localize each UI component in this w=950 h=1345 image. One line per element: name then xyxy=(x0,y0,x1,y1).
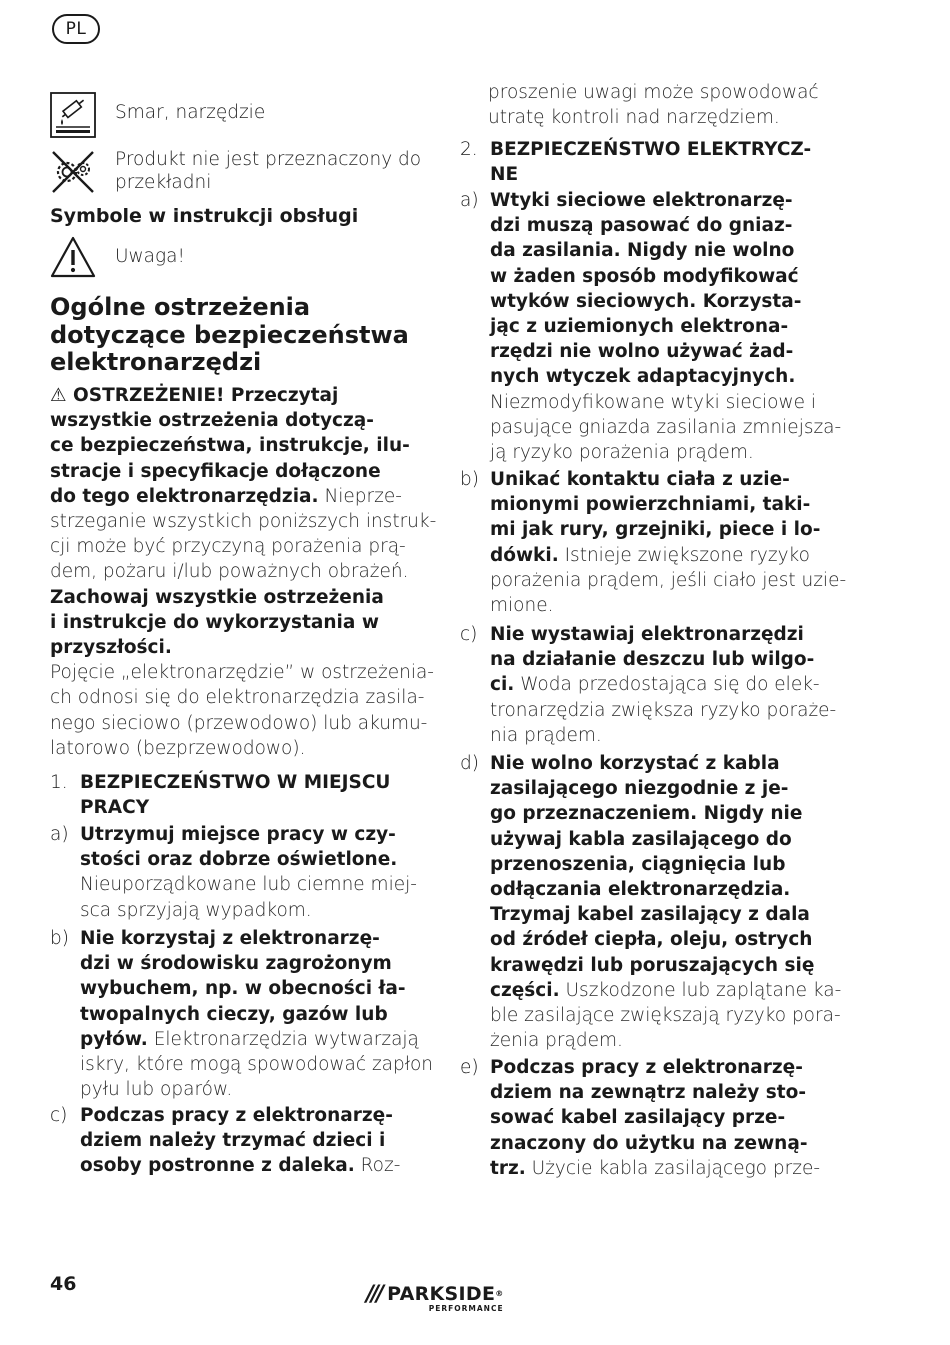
text-line xyxy=(50,509,437,534)
bold-text: ⚠ OSTRZEŻENIE! Przeczytaj xyxy=(50,385,339,406)
symbol-grease-row xyxy=(50,92,266,138)
text-line xyxy=(80,1027,422,1052)
bold-text: rzędzi nie wolno używać żad- xyxy=(490,341,794,363)
item-label: c) xyxy=(460,624,478,645)
text-line xyxy=(490,622,835,647)
bold-text: da zasilania. Nigdy nie wolno xyxy=(490,240,795,262)
text-line xyxy=(490,927,835,952)
bold-text: zasilającego niezgodnie z je- xyxy=(490,778,789,800)
bold-text: części. xyxy=(490,979,560,1001)
logo-slashes: /// xyxy=(366,1282,382,1307)
bold-text: do tego elektronarzędzia. xyxy=(50,485,319,507)
text-line xyxy=(50,685,425,710)
text-line xyxy=(80,1077,422,1102)
regular-text: nia prądem. xyxy=(490,724,602,746)
bold-text: wszystkie ostrzeżenia dotyczą- xyxy=(50,410,374,432)
text-line xyxy=(490,543,835,568)
bold-text: Wtyki sieciowe elektronarzę- xyxy=(490,190,793,211)
text-line xyxy=(50,383,422,408)
no-gear-label-line1: Produkt nie jest przeznaczony do xyxy=(115,149,422,170)
regular-text: tronarzędzia zwiększa ryzyko poraże- xyxy=(490,699,837,721)
bold-text: Nie korzystaj z elektronarzę- xyxy=(80,928,380,949)
text-line xyxy=(490,213,835,238)
text-line xyxy=(50,408,422,433)
text-line xyxy=(490,238,835,263)
regular-text: Użycie kabla zasilającego prze- xyxy=(525,1157,820,1179)
bold-text: dzi muszą pasować do gniaz- xyxy=(490,215,793,237)
item-label: a) xyxy=(50,824,69,845)
bold-text: w żaden sposób modyfikować xyxy=(490,265,799,287)
text-line xyxy=(490,953,835,978)
regular-text: pyłu lub oparów. xyxy=(80,1079,233,1101)
regular-text: ble zasilające zwiększają ryzyko pora- xyxy=(490,1005,841,1027)
text-line xyxy=(80,822,422,847)
text-line xyxy=(80,976,422,1001)
electric-title-line: NE xyxy=(490,164,519,186)
text-line xyxy=(80,1002,422,1027)
language-badge: PL xyxy=(52,14,100,44)
grease-tool-icon xyxy=(50,92,96,138)
text-line xyxy=(490,647,835,672)
work-area-title-line: PRACY xyxy=(80,797,150,819)
regular-text: pasujące gniazda zasilania zmniejsza- xyxy=(490,416,842,438)
electric-title-line: BEZPIECZEŃSTWO ELEKTRYCZ- xyxy=(490,139,812,160)
bold-text: Nie wolno korzystać z kabla xyxy=(490,753,780,774)
text-line xyxy=(490,723,835,748)
regular-text: Uszkodzone lub zaplątane ka- xyxy=(559,979,842,1001)
text-line xyxy=(490,188,835,213)
bold-text: od źródeł ciepła, oleju, ostrych xyxy=(490,929,813,951)
text-line xyxy=(50,433,422,458)
regular-text: Elektronarzędzia wytwarzają xyxy=(147,1028,419,1050)
text-line xyxy=(490,1028,835,1053)
bold-text: Podczas pracy z elektronarzę- xyxy=(80,1105,393,1126)
bold-text: go przeznaczeniem. Nigdy nie xyxy=(490,803,803,825)
text-line xyxy=(50,585,422,610)
item-label: b) xyxy=(460,469,479,490)
bold-text: odłączania elektronarzędzia. xyxy=(490,879,791,901)
text-line xyxy=(490,593,835,618)
text-line xyxy=(490,568,847,593)
regular-text: nego sieciowo (przewodowo) lub akumu- xyxy=(50,712,428,734)
text-line xyxy=(490,264,835,289)
text-line xyxy=(490,801,835,826)
bold-text: nych wtyczek adaptacyjnych. xyxy=(490,366,796,388)
text-line xyxy=(490,339,835,364)
bold-text: i instrukcje do wykorzystania w xyxy=(50,611,379,633)
text-line xyxy=(80,1103,422,1128)
regular-text: cji może być przyczyną porażenia prą- xyxy=(50,536,406,558)
bold-text: na działanie deszczu lub wilgo- xyxy=(490,649,815,671)
no-gear-icon xyxy=(50,148,96,194)
bold-text: Trzymaj kabel zasilający z dala xyxy=(490,904,810,926)
text-line xyxy=(80,847,422,872)
section-heading xyxy=(50,294,409,377)
regular-text: dem, pożaru i/lub poważnych obrażeń. xyxy=(50,561,409,583)
text-line xyxy=(50,711,428,736)
bold-text: mionymi powierzchniami, taki- xyxy=(490,494,811,516)
text-line xyxy=(490,672,835,697)
grease-label: Smar, narzędzie xyxy=(115,102,266,123)
text-line xyxy=(490,1080,835,1105)
bold-text: mi jak rury, grzejniki, piece i lo- xyxy=(490,519,821,541)
text-line xyxy=(50,559,422,584)
bold-text: znaczony do użytku na zewną- xyxy=(490,1132,808,1154)
bold-text: Zachowaj wszystkie ostrzeżenia xyxy=(50,586,384,608)
parkside-logo xyxy=(366,1284,504,1313)
text-line xyxy=(50,459,422,484)
text-line xyxy=(490,1003,841,1028)
text-line xyxy=(490,698,835,723)
text-line xyxy=(490,440,835,465)
continued-paragraph xyxy=(488,80,835,130)
regular-text: Pojęcie „elektronarzędzie” w ostrzeżenia- xyxy=(50,662,434,684)
text-line xyxy=(490,415,842,440)
bold-text: Nie wystawiaj elektronarzędzi xyxy=(490,624,804,645)
bold-text: sować kabel zasilający prze- xyxy=(490,1107,786,1129)
bold-text: Unikać kontaktu ciała z uzie- xyxy=(490,469,790,490)
regular-text: ch odnosi się do elektronarzędzia zasila- xyxy=(50,687,425,709)
text-line xyxy=(50,635,422,660)
text-line xyxy=(80,872,422,897)
no-gear-label-line2: przekładni xyxy=(115,172,212,193)
logo-registered: ® xyxy=(495,1289,504,1298)
text-line xyxy=(50,484,422,509)
item-label: c) xyxy=(50,1105,68,1126)
logo-sub: PERFORMANCE xyxy=(428,1304,504,1313)
caution-label: Uwaga! xyxy=(115,246,185,267)
symbol-caution-row xyxy=(50,234,185,280)
text-line xyxy=(490,902,835,927)
text-line xyxy=(50,610,422,635)
text-line xyxy=(490,776,835,801)
text-line xyxy=(490,1156,835,1181)
text-line xyxy=(490,467,835,492)
text-line xyxy=(490,852,835,877)
warning-triangle-icon xyxy=(50,234,96,280)
regular-text: mione. xyxy=(490,595,554,617)
item-label: a) xyxy=(460,190,479,211)
bold-text: jąc z uziemionych elektrona- xyxy=(490,316,789,338)
text-line xyxy=(490,1055,835,1080)
regular-text: Istnieje zwiększone ryzyko xyxy=(558,544,810,566)
text-line xyxy=(80,1052,434,1077)
work-area-title-line: BEZPIECZEŃSTWO W MIEJSCU xyxy=(80,772,391,793)
page-number: 46 xyxy=(50,1273,77,1295)
text-line xyxy=(80,926,422,951)
text-line xyxy=(490,1105,835,1130)
bold-text: krawędzi lub poruszających się xyxy=(490,954,815,976)
bold-text: stości oraz dobrze oświetlone. xyxy=(80,849,398,871)
bold-text: stracje i specyfikacje dołączone xyxy=(50,460,381,482)
logo-brand: PARKSIDE xyxy=(387,1283,496,1305)
text-line xyxy=(490,877,835,902)
heading-line: Ogólne ostrzeżenia xyxy=(50,293,311,321)
text-line xyxy=(490,390,835,415)
text-line xyxy=(490,978,842,1003)
regular-text: iskry, które mogą spowodować zapłon xyxy=(80,1054,434,1076)
bold-text: przyszłości. xyxy=(50,637,172,659)
regular-text: porażenia prądem, jeśli ciało jest uzie- xyxy=(490,569,847,591)
item-number: 2. xyxy=(460,139,478,160)
text-line xyxy=(50,736,422,761)
regular-text: Nieuporządkowane lub ciemne miej- xyxy=(80,874,417,896)
regular-text: sca sprzyjają wypadkom. xyxy=(80,899,312,921)
text-line xyxy=(490,364,835,389)
bold-text: przenoszenia, ciągnięcia lub xyxy=(490,853,786,875)
regular-text: żenia prądem. xyxy=(490,1030,623,1052)
manual-symbols-heading: Symbole w instrukcji obsługi xyxy=(50,205,359,227)
bold-text: twopalnych cieczy, gazów lub xyxy=(80,1003,388,1025)
item-label: d) xyxy=(460,753,479,774)
text-line xyxy=(50,534,422,559)
bold-text: ce bezpieczeństwa, instrukcje, ilu- xyxy=(50,435,410,457)
heading-line: elektronarzędzi xyxy=(50,348,262,376)
text-line xyxy=(80,951,422,976)
general-warning-block xyxy=(50,383,437,761)
text-line xyxy=(490,1131,835,1156)
bold-text: dziem na zewnątrz należy sto- xyxy=(490,1082,806,1104)
text-line: utratę kontroli nad narzędziem. xyxy=(488,107,780,129)
bold-text: Podczas pracy z elektronarzę- xyxy=(490,1057,803,1078)
bold-text: dziem należy trzymać dzieci i xyxy=(80,1130,386,1152)
regular-text: Roz- xyxy=(354,1155,401,1177)
text-line xyxy=(490,827,835,852)
item-number: 1. xyxy=(50,772,68,793)
regular-text: Woda przedostająca się do elek- xyxy=(514,674,820,696)
item-label: b) xyxy=(50,928,69,949)
text-line xyxy=(490,314,835,339)
bold-text: pyłów. xyxy=(80,1028,148,1050)
item-label: e) xyxy=(460,1057,479,1078)
regular-text: strzeganie wszystkich poniższych instruk- xyxy=(50,511,437,533)
bold-text: wtyków sieciowych. Korzysta- xyxy=(490,290,802,312)
text-line xyxy=(80,1153,422,1178)
regular-text: ją ryzyko porażenia prądem. xyxy=(490,442,754,464)
bold-text: dówki. xyxy=(490,544,559,566)
text-line xyxy=(80,1128,422,1153)
text-line xyxy=(490,517,835,542)
bold-text: dzi w środowisku zagrożonym xyxy=(80,953,392,975)
regular-text: latorowo (bezprzewodowo). xyxy=(50,737,306,759)
text-line xyxy=(50,660,434,685)
bold-text: używaj kabla zasilającego do xyxy=(490,828,792,850)
bold-text: trz. xyxy=(490,1157,526,1179)
bold-text: Utrzymuj miejsce pracy w czy- xyxy=(80,824,396,845)
text-line xyxy=(490,289,835,314)
bold-text: ci. xyxy=(490,674,515,696)
symbol-no-gear-row xyxy=(50,148,422,194)
bold-text: wybuchem, np. w obecności ła- xyxy=(80,978,406,1000)
text-line xyxy=(80,898,422,923)
text-line xyxy=(490,751,835,776)
regular-text: Niezmodyfikowane wtyki sieciowe i xyxy=(490,391,816,413)
text-line xyxy=(490,492,835,517)
bold-text: osoby postronne z daleka. xyxy=(80,1155,355,1177)
text-line: proszenie uwagi może spowodować xyxy=(488,82,819,103)
heading-line: dotyczące bezpieczeństwa xyxy=(50,320,409,349)
regular-text: Nieprze- xyxy=(318,485,402,507)
